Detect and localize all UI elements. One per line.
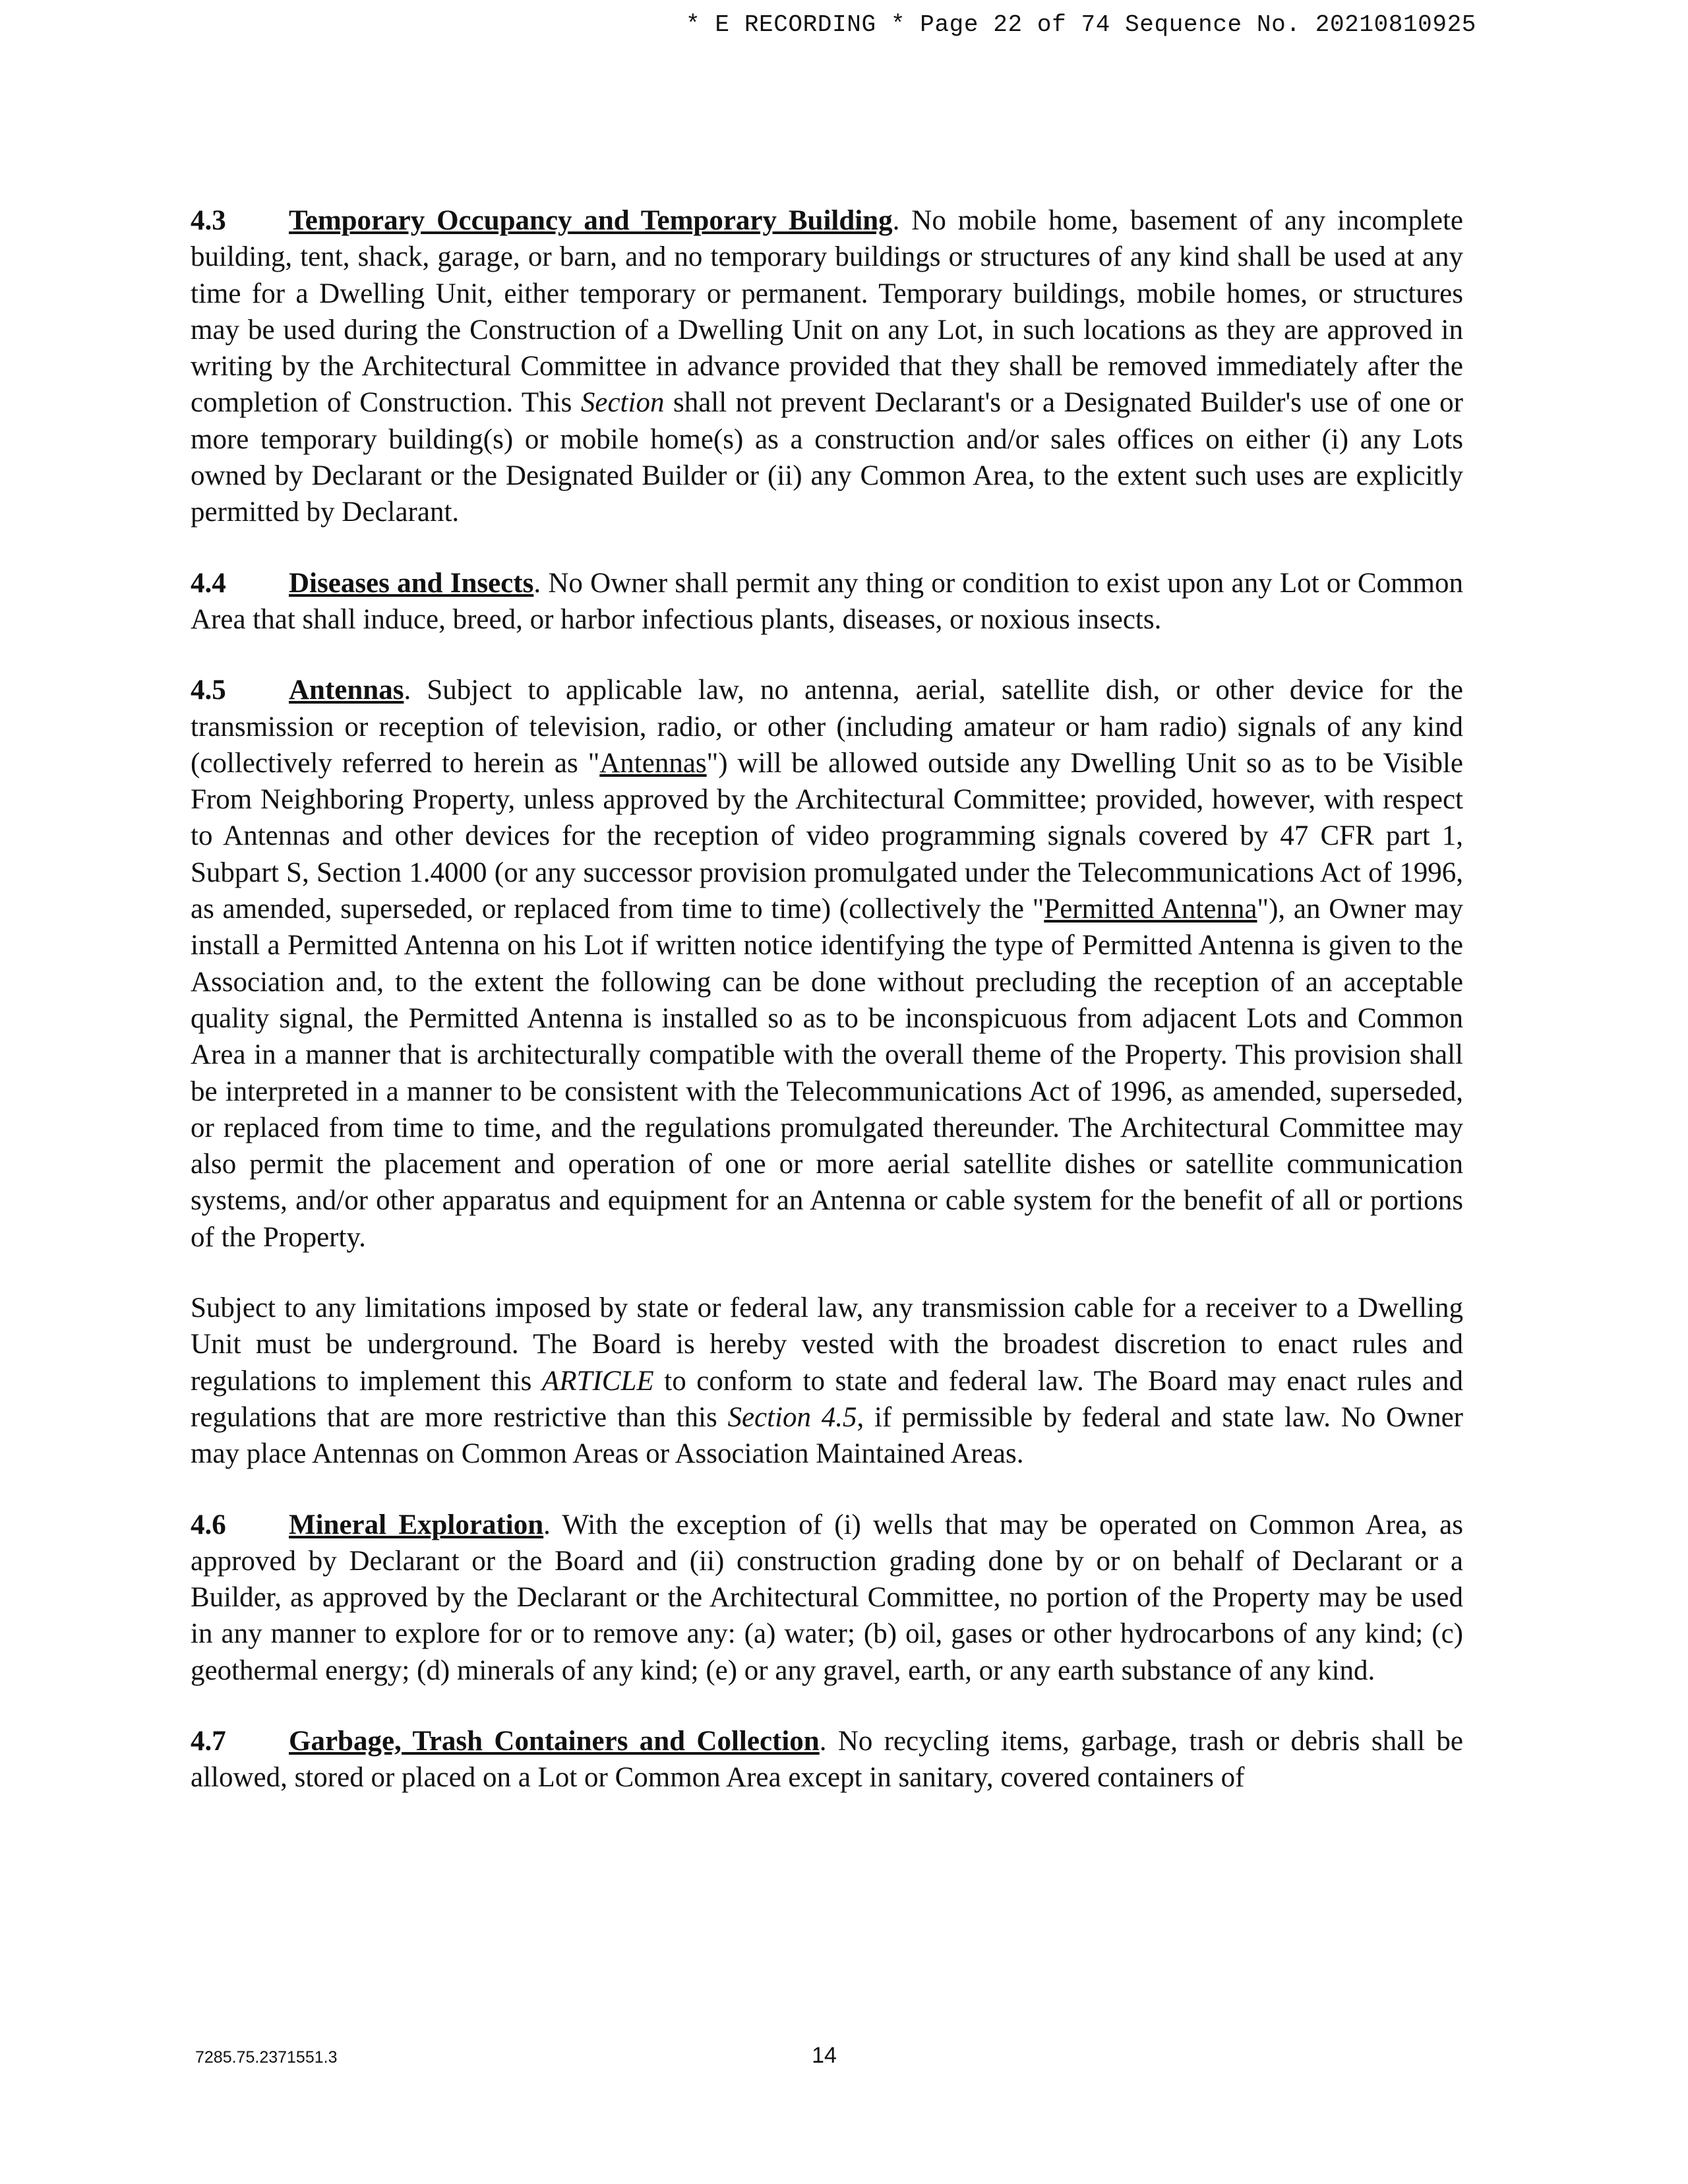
section-number: 4.4	[191, 567, 226, 599]
section-number: 4.6	[191, 1509, 226, 1540]
section-4-5-continued	[191, 1290, 1463, 1472]
document-id: 7285.75.2371551.3	[195, 2048, 338, 2067]
section-title: Antennas	[289, 675, 404, 706]
section-text: . With the exception of (i) wells that may be operated on Common Area, as approved by Declarant or the Board and (ii) construction grading done by or on behalf of Declarant or a Builder, as approved by the Declarant or the Architectural Committee, no portion of the Property may be used in any manner to explore for or to remove any: (a) water; (b) oil, gases or other hydrocarbons of any kind; (c) geothermal energy; (d) minerals of any kind; (e) or any gravel, earth, or any earth substance of any kind.	[191, 1509, 1463, 1686]
defined-term: Permitted Antenna	[1044, 894, 1257, 925]
defined-term: Antennas	[599, 747, 707, 779]
section-4-7	[191, 1723, 1463, 1796]
section-number: 4.7	[191, 1725, 226, 1757]
section-text: . No Owner shall permit any thing or condition to exist upon any Lot or Common Area that shall induce, breed, or harbor infectious plants, diseases, or noxious insects.	[191, 567, 1463, 635]
section-reference: Section 4.5	[727, 1401, 857, 1433]
section-title: Mineral Exploration	[289, 1509, 544, 1540]
section-text: , if permissible by federal and state law. No Owner may place Antennas on Common Areas or Association Maintained Areas.	[191, 1401, 1463, 1470]
section-reference: ARTICLE	[542, 1365, 654, 1397]
section-text: "), an Owner may install a Permitted Antenna on his Lot if written notice identifying the type of Permitted Antenna is given to the Association and, to the extent the following can be done without precluding the reception of an acceptable quality signal, the Permitted Antenna is installed so as to be inconspicuous from adjacent Lots and Common Area in a manner that is architecturally compatible with the overall theme of the Property. This provision shall be interpreted in a manner to be consistent with the Telecommunications Act of 1996, as amended, superseded, or replaced from time to time, and the regulations promulgated thereunder. The Architectural Committee may also permit the placement and operation of one or more aerial satellite dishes or satellite communication systems, and/or other apparatus and equipment for an Antenna or cable system for the benefit of all or portions of the Property.	[191, 894, 1463, 1253]
document-body	[191, 202, 1463, 1831]
recording-header: * E RECORDING * Page 22 of 74 Sequence No. 20210810925	[686, 11, 1476, 38]
section-text: ") will be allowed outside any Dwelling Unit so as to be Visible From Neighboring Property, unless approved by the Architectural Committee; provided, however, with respect to Antennas and other devices for the reception of video programming signals covered by 47 CFR part 1, Subpart S, Section 1.4000 (or any successor provision promulgated under the Telecommunications Act of 1996, as amended, superseded, or replaced from time to time) (collectively the "	[191, 747, 1463, 925]
section-title: Garbage, Trash Containers and Collection	[289, 1725, 820, 1757]
section-number: 4.3	[191, 205, 226, 236]
page-number: 14	[812, 2043, 837, 2068]
section-text: . No recycling items, garbage, trash or debris shall be allowed, stored or placed on a Lot or Common Area except in sanitary, covered containers of	[191, 1725, 1463, 1794]
section-4-6	[191, 1507, 1463, 1689]
section-text: . Subject to applicable law, no antenna, aerial, satellite dish, or other device for the transmission or reception of television, radio, or other (including amateur or ham radio) signals of any kind (collectively referred to herein as "	[191, 675, 1463, 779]
section-number: 4.5	[191, 675, 226, 706]
section-4-3	[191, 202, 1463, 531]
section-title: Diseases and Insects	[289, 567, 534, 599]
section-4-5	[191, 672, 1463, 1256]
section-text: to conform to state and federal law. The Board may enact rules and regulations that are more restrictive than this	[191, 1365, 1463, 1433]
section-reference: Section	[580, 387, 665, 419]
section-4-4	[191, 565, 1463, 638]
section-title: Temporary Occupancy and Temporary Building	[289, 205, 893, 236]
section-text: . No mobile home, basement of any incomplete building, tent, shack, garage, or barn, and no temporary buildings or structures of any kind shall be used at any time for a Dwelling Unit, either temporary or permanent. Temporary buildings, mobile homes, or structures may be used during the Construction of a Dwelling Unit on any Lot, in such locations as they are approved in writing by the Architectural Committee in advance provided that they shall be removed immediately after the completion of Construction. This	[191, 205, 1464, 419]
section-text: Subject to any limitations imposed by state or federal law, any transmission cable for a receiver to a Dwelling Unit must be underground. The Board is hereby vested with the broadest discretion to enact rules and regulations to implement this	[191, 1292, 1463, 1397]
section-text: shall not prevent Declarant's or a Designated Builder's use of one or more temporary building(s) or mobile home(s) as a construction and/or sales offices on either (i) any Lots owned by Declarant or the Designated Builder or (ii) any Common Area, to the extent such uses are explicitly permitted by Declarant.	[191, 387, 1463, 528]
